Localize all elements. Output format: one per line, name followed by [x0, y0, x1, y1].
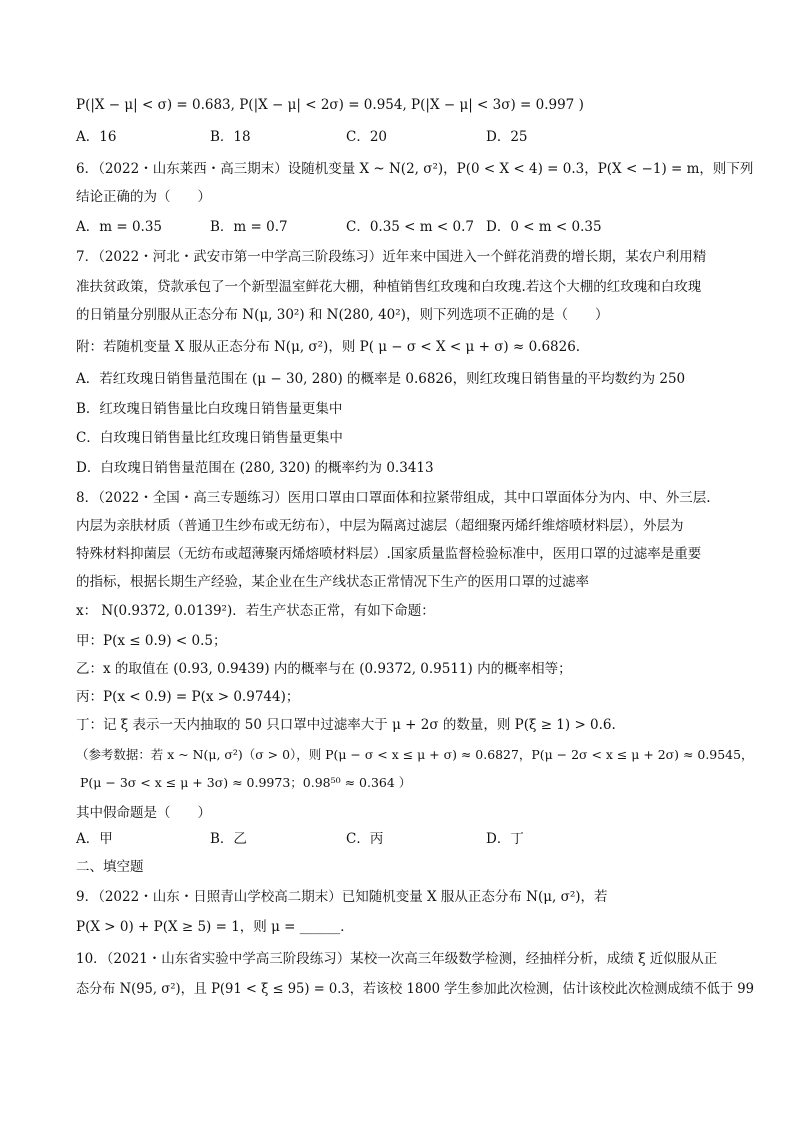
q7-stem-line1: 7．（2022・河北・武安市第一中学高三阶段练习）近年来中国进入一个鲜花消费的增长期，某农户利用精 — [76, 249, 707, 265]
q8-reference-line2: P(μ − 3σ < x ≤ μ + 3σ) ≈ 0.9973；0.98⁵⁰ ≈ 0.364 ） — [80, 775, 412, 790]
q8-proposition-yi: 乙：x 的取值在 (0.93, 0.9439) 内的概率与在 (0.9372, 0.9511) 内的概率相等； — [76, 661, 572, 677]
q7-option-d: D．白玫瑰日销售量范围在 (280, 320) 的概率约为 0.3413 — [76, 460, 434, 476]
q6-option-c: C．0.35 < m < 0.7 — [346, 219, 474, 235]
q6-stem-line1: 6．（2022・山东莱西・高三期末）设随机变量 X ~ N(2, σ²)，P(0 < X < 4) = 0.3，P(X < −1) = m，则下列 — [76, 161, 754, 177]
q8-stem-line1: 8．（2022・全国・高三专题练习）医用口罩由口罩面体和拉紧带组成，其中口罩面体分为内、中、外三层. — [76, 490, 711, 506]
q8-reference-line1: （参考数据：若 x ~ N(μ, σ²)（σ > 0），则 P(μ − σ < x ≤ μ + σ) ≈ 0.6827，P(μ − 2σ < x ≤ μ + 2σ) ≈ 0.9545， — [76, 747, 754, 762]
q8-option-d: D．丁 — [486, 831, 524, 847]
q7-option-a: A．若红玫瑰日销售量范围在 (μ − 30, 280) 的概率是 0.6826，则红玫瑰日销售量的平均数约为 250 — [76, 371, 686, 387]
q6-option-a: A．m = 0.35 — [76, 219, 163, 235]
q6-stem-line2: 结论正确的为（ ） — [76, 189, 211, 205]
q5-option-b: B．18 — [210, 129, 251, 145]
q6-option-d: D．0 < m < 0.35 — [486, 219, 602, 235]
q5-reference-text: P(|X − μ| < σ) = 0.683, P(|X − μ| < 2σ) = 0.954, P(|X − μ| < 3σ) = 0.997 ) — [76, 97, 584, 113]
q8-proposition-jia: 甲：P(x ≤ 0.9) < 0.5； — [76, 633, 227, 649]
section-heading-fill-in: 二、填空题 — [76, 859, 144, 875]
q8-proposition-ding: 丁：记 ξ 表示一天内抽取的 50 只口罩中过滤率大于 μ + 2σ 的数量，则 P(ξ ≥ 1) > 0.6. — [76, 717, 616, 733]
q8-option-c: C．丙 — [346, 831, 384, 847]
q7-option-c: C．白玫瑰日销售量比红玫瑰日销售量更集中 — [76, 430, 343, 446]
q8-option-a: A．甲 — [76, 831, 113, 847]
q5-option-a: A．16 — [76, 129, 117, 145]
q9-stem-line1: 9．（2022・山东・日照青山学校高二期末）已知随机变量 X 服从正态分布 N(μ, σ²)，若 — [76, 889, 608, 905]
q10-stem-line2: 态分布 N(95, σ²)，且 P(91 < ξ ≤ 95) = 0.3，若该校 1800 学生参加此次检测，估计该校此次检测成绩不低于 99 — [76, 981, 754, 997]
q8-stem-line5: x： N(0.9372, 0.0139²)．若生产状态正常，有如下命题： — [76, 603, 435, 619]
q7-option-b: B．红玫瑰日销售量比白玫瑰日销售量更集中 — [76, 401, 343, 417]
q7-stem-line3: 的日销量分别服从正态分布 N(μ, 30²) 和 N(280, 40²)，则下列选项不正确的是（ ） — [76, 307, 609, 323]
q8-question: 其中假命题是（ ） — [76, 805, 211, 821]
q8-stem-line4: 的指标，根据长期生产经验，某企业在生产线状态正常情况下生产的医用口罩的过滤率 — [76, 574, 589, 590]
q8-proposition-bing: 丙：P(x < 0.9) = P(x > 0.9744)； — [76, 689, 300, 705]
q5-option-c: C．20 — [346, 129, 388, 145]
q8-stem-line3: 特殊材料抑菌层（无纺布或超薄聚丙烯熔喷材料层）.国家质量监督检验标准中，医用口罩的过滤率是重要 — [76, 546, 702, 562]
q7-appendix: 附：若随机变量 X 服从正态分布 N(μ, σ²)，则 P( μ − σ < X < μ + σ) ≈ 0.6826. — [76, 339, 581, 355]
q8-stem-line2: 内层为亲肤材质（普通卫生纱布或无纺布），中层为隔离过滤层（超细聚丙烯纤维熔喷材料层），外层为 — [76, 518, 684, 534]
q9-stem-line2: P(X > 0) + P(X ≥ 5) = 1，则 μ = ______． — [76, 919, 354, 935]
q6-option-b: B．m = 0.7 — [210, 219, 288, 235]
q8-option-b: B．乙 — [210, 831, 247, 847]
q5-option-d: D．25 — [486, 129, 528, 145]
q7-stem-line2: 准扶贫政策，贷款承包了一个新型温室鲜花大棚，种植销售红玫瑰和白玫瑰.若这个大棚的红玫瑰和白玫瑰 — [76, 279, 702, 295]
q10-stem-line1: 10．（2021・山东省实验中学高三阶段练习）某校一次高三年级数学检测，经抽样分析，成绩 ξ 近似服从正 — [76, 951, 718, 967]
